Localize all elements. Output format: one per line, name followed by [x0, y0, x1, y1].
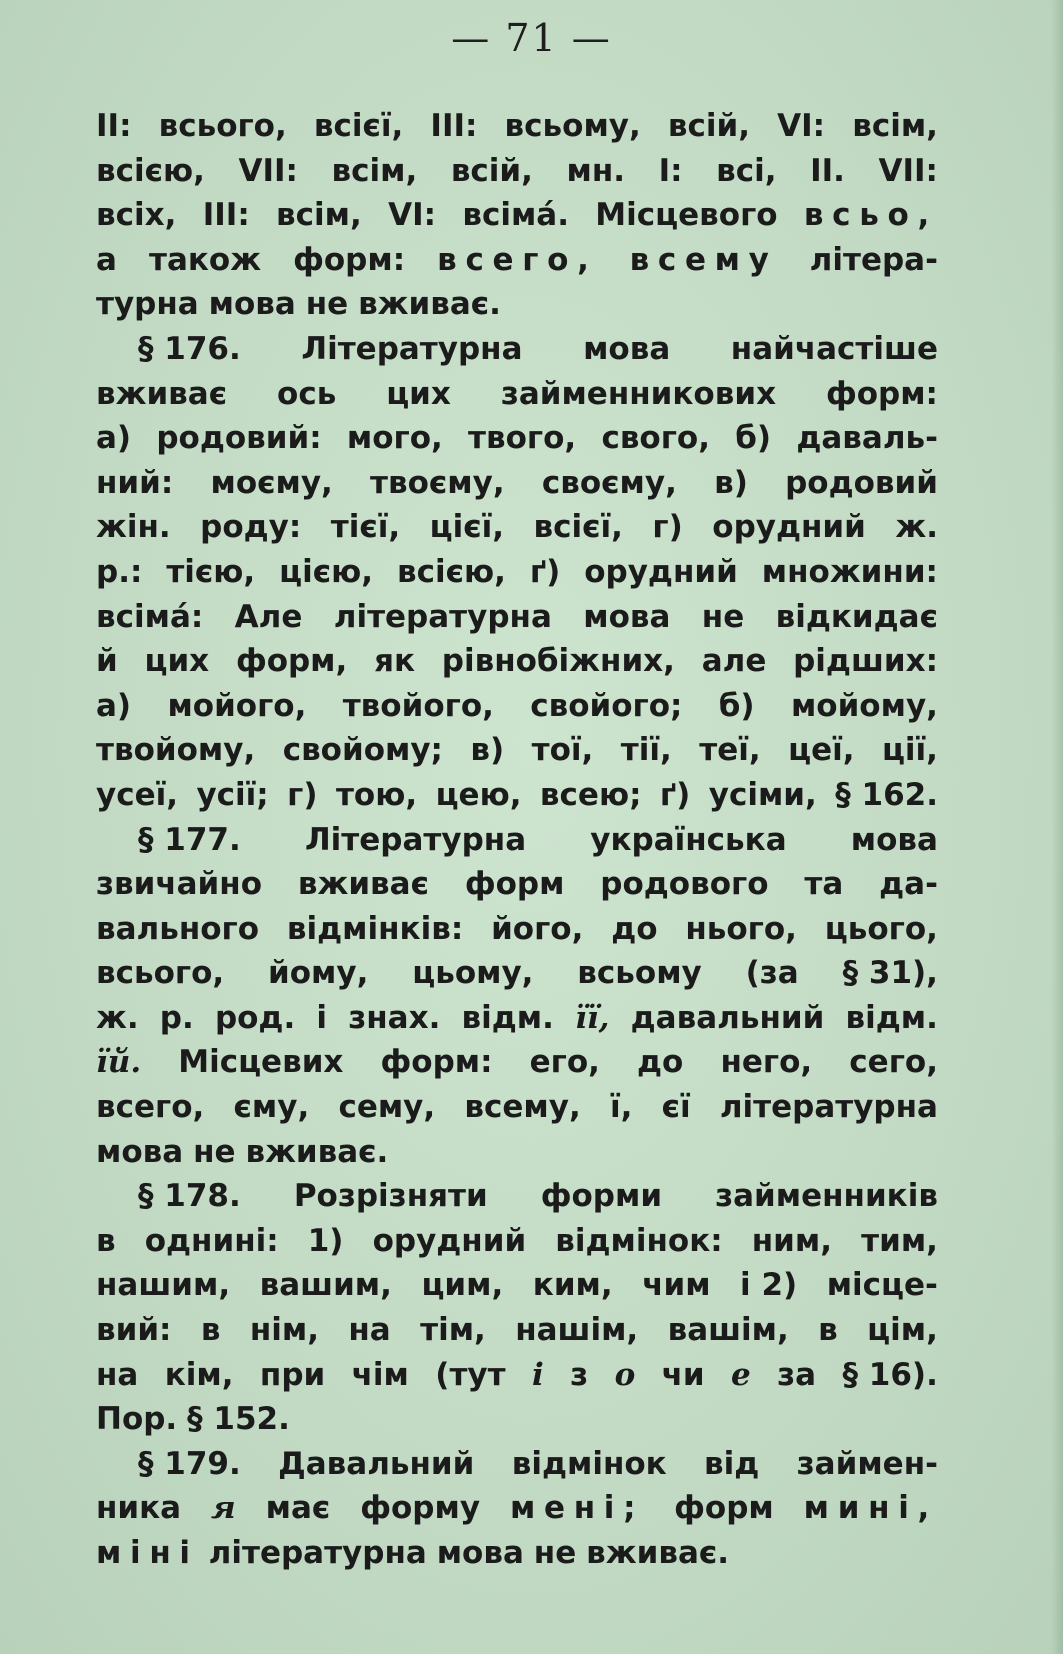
word: і	[316, 999, 328, 1036]
word: р.	[159, 999, 194, 1036]
word: него,	[720, 1044, 813, 1081]
text-line	[96, 684, 938, 729]
word: вашим,	[259, 1267, 392, 1304]
word: цим,	[421, 1267, 504, 1304]
text-line	[96, 372, 938, 417]
word: ким,	[532, 1267, 613, 1304]
word: мова	[583, 330, 671, 367]
word: роду:	[200, 509, 302, 546]
word: має	[265, 1490, 331, 1527]
word: теї,	[699, 732, 761, 769]
word: до	[611, 910, 658, 947]
word: о	[614, 1356, 636, 1393]
text-line	[96, 862, 938, 907]
word: займенникових	[500, 375, 777, 412]
word: всімá.	[462, 197, 569, 234]
word: нашім,	[515, 1312, 639, 1349]
text-line	[96, 595, 938, 640]
word: чи	[661, 1356, 705, 1393]
word: свого,	[601, 420, 710, 457]
word: Пор.	[96, 1401, 178, 1438]
word: всему,	[464, 1089, 581, 1126]
word: мн.	[566, 152, 626, 189]
word: займенників	[715, 1178, 938, 1215]
word: форм	[464, 866, 565, 903]
text-line	[96, 996, 938, 1041]
word: да-	[879, 866, 938, 903]
word: форм:	[293, 241, 406, 278]
word: в	[818, 1312, 838, 1349]
word: ника	[96, 1490, 182, 1527]
word: г)	[652, 509, 683, 546]
word: всьому	[577, 955, 702, 992]
word: б)	[735, 420, 772, 457]
word: вашім,	[667, 1312, 789, 1349]
word: усіми,	[708, 776, 817, 813]
text-line	[96, 1174, 938, 1219]
word: VI:	[388, 197, 437, 234]
word: мені;	[509, 1490, 645, 1527]
word: а	[96, 241, 117, 278]
word: чим	[642, 1267, 711, 1304]
word: тою,	[335, 776, 418, 813]
word: родового	[600, 866, 769, 903]
word: за	[777, 1356, 817, 1393]
word: відм.	[845, 999, 938, 1036]
text-line	[96, 1486, 938, 1531]
word: ним,	[751, 1222, 833, 1259]
word: мова	[96, 1133, 184, 1170]
text-line	[96, 550, 938, 595]
word: вий:	[96, 1312, 172, 1349]
word: цієї,	[429, 509, 505, 546]
word: турна	[96, 286, 199, 323]
word: даваль-	[796, 420, 938, 457]
word: род.	[214, 999, 296, 1036]
word: мойого,	[167, 687, 307, 724]
word: вживає	[96, 375, 228, 412]
word: відмінок	[511, 1445, 667, 1482]
word: тім,	[420, 1312, 486, 1349]
text-line	[96, 282, 938, 327]
word: § 152.	[187, 1401, 290, 1438]
word: всього,	[96, 955, 225, 992]
word: на	[96, 1356, 139, 1393]
word: форм:	[380, 1044, 493, 1081]
word: й	[96, 643, 118, 680]
word: орудний	[372, 1222, 527, 1259]
word: цім,	[867, 1312, 938, 1349]
word: не	[533, 1535, 577, 1571]
word: в	[200, 1312, 221, 1349]
word: 1)	[307, 1222, 344, 1259]
word: тим,	[861, 1222, 938, 1259]
word: всім,	[276, 197, 362, 234]
word: г)	[287, 776, 318, 813]
text-body	[96, 104, 938, 1576]
word: родовий	[785, 464, 938, 501]
word: цею,	[435, 776, 522, 813]
word: III:	[430, 108, 478, 144]
word: мова	[436, 1535, 524, 1571]
word: б)	[718, 687, 755, 724]
word: знах.	[348, 999, 441, 1036]
word: кім,	[164, 1356, 234, 1393]
word: твойого,	[342, 687, 494, 724]
word: вживає.	[245, 1133, 389, 1170]
word: та	[804, 866, 844, 903]
word: жін.	[96, 509, 171, 546]
word: вального	[96, 910, 260, 947]
word: в)	[470, 732, 505, 769]
word: всього,	[158, 108, 287, 144]
word: усії;	[196, 776, 269, 813]
word: відкидає	[775, 598, 938, 635]
word: нім,	[249, 1312, 320, 1349]
word: однині:	[144, 1222, 279, 1259]
word: форм	[674, 1490, 774, 1527]
word: ґ)	[529, 553, 561, 590]
word: всіх,	[96, 197, 177, 234]
word: не	[305, 286, 349, 323]
text-line	[96, 818, 938, 863]
text-line	[96, 1442, 938, 1487]
text-line	[96, 149, 938, 194]
word: ний:	[96, 464, 174, 501]
text-line	[96, 1353, 938, 1398]
word: всімá:	[96, 598, 204, 635]
text-line	[96, 773, 938, 818]
word: українська	[590, 821, 787, 858]
word: твойому,	[96, 732, 256, 769]
text-line	[96, 461, 938, 506]
word: в)	[714, 464, 748, 501]
word: всего,	[437, 241, 598, 278]
word: § 16).	[842, 1356, 938, 1393]
word: мині,	[803, 1490, 938, 1527]
word: вживає.	[358, 286, 501, 323]
word: рідших:	[793, 643, 938, 680]
page-edge-shadow	[1051, 0, 1063, 1654]
word: форм,	[235, 643, 348, 680]
word: Місцевого	[595, 197, 778, 234]
word: звичайно	[96, 866, 262, 903]
text-line	[96, 1219, 938, 1264]
text-line	[96, 238, 938, 283]
word: I:	[658, 152, 683, 189]
word: всьому,	[504, 108, 641, 144]
word: усеї,	[96, 776, 179, 813]
word: II:	[96, 108, 132, 144]
text-line	[96, 327, 938, 372]
text-line	[96, 1263, 938, 1308]
word: літера-	[809, 241, 938, 278]
word: своєму,	[541, 464, 677, 501]
word: множини:	[761, 553, 938, 590]
word: всі,	[716, 152, 777, 189]
word: ж.	[96, 999, 139, 1036]
word: всьо,	[803, 197, 938, 234]
word: III:	[202, 197, 250, 234]
word: всего,	[96, 1089, 205, 1126]
word: § 179.	[138, 1445, 241, 1482]
word: Літературна	[301, 330, 523, 367]
text-line	[96, 416, 938, 461]
word: Давальний	[278, 1445, 475, 1482]
word: і 2)	[740, 1267, 798, 1304]
word: VII:	[238, 152, 298, 189]
word: місце-	[826, 1267, 938, 1304]
word: тії,	[620, 732, 672, 769]
word: мого,	[346, 420, 443, 457]
word: ї,	[609, 1089, 633, 1126]
word: чім	[351, 1356, 409, 1393]
word: (за	[745, 955, 799, 992]
word: форми	[540, 1178, 663, 1215]
word: сему,	[338, 1089, 436, 1126]
word: ґ)	[659, 776, 691, 813]
word: ж.	[895, 509, 938, 546]
word: і	[531, 1356, 544, 1393]
word: ції,	[881, 732, 938, 769]
word: всією,	[96, 152, 205, 189]
word: але	[701, 643, 767, 680]
word: всією,	[397, 553, 506, 590]
word: відм.	[461, 999, 554, 1036]
word: я	[211, 1490, 236, 1527]
word: нього,	[685, 910, 797, 947]
word: VII:	[878, 152, 938, 189]
word: всім,	[852, 108, 938, 144]
word: (тут	[435, 1356, 506, 1393]
word: вживає	[297, 866, 429, 903]
word: мова	[208, 286, 296, 323]
text-line	[96, 1130, 938, 1175]
word: займен-	[796, 1445, 938, 1482]
word: єму,	[233, 1089, 310, 1126]
word: відмінків:	[286, 910, 464, 947]
text-line	[96, 104, 938, 149]
word: § 177.	[138, 821, 241, 858]
word: всієї,	[533, 509, 623, 546]
text-line	[96, 505, 938, 550]
word: мова	[583, 598, 671, 635]
text-line	[96, 1531, 938, 1576]
word: літературна	[719, 1089, 938, 1126]
text-line	[96, 639, 938, 684]
word: а)	[96, 420, 132, 457]
text-line	[96, 1308, 938, 1353]
word: цих	[386, 375, 451, 412]
text-line	[96, 193, 938, 238]
word: їй.	[96, 1044, 142, 1081]
text-line	[96, 728, 938, 773]
word: вживає.	[586, 1535, 730, 1571]
word: нашим,	[96, 1267, 231, 1304]
word: а)	[96, 687, 132, 724]
word: свойого;	[530, 687, 683, 724]
word: сего,	[849, 1044, 938, 1081]
word: тією,	[166, 553, 256, 590]
text-line	[96, 907, 938, 952]
word: мова	[850, 821, 938, 858]
word: VI:	[777, 108, 826, 144]
word: літературна	[333, 598, 552, 635]
word: § 31),	[842, 955, 938, 992]
word: всею;	[539, 776, 642, 813]
word: ось	[277, 375, 337, 412]
word: цією,	[279, 553, 374, 590]
word: не	[701, 598, 745, 635]
word: найчастіше	[730, 330, 938, 367]
word: всієї,	[313, 108, 404, 144]
word: Місцевих	[178, 1044, 344, 1081]
word: II.	[810, 152, 845, 189]
word: йому,	[268, 955, 369, 992]
word: з	[570, 1356, 589, 1393]
word: також	[148, 241, 262, 278]
word: Але	[234, 598, 303, 635]
word: її,	[575, 999, 610, 1036]
word: на	[348, 1312, 391, 1349]
word: цього,	[824, 910, 938, 947]
text-line	[96, 1397, 938, 1442]
text-line	[96, 1040, 938, 1085]
word: цих	[144, 643, 210, 680]
word: р.:	[96, 553, 143, 590]
page-number: — 71 —	[451, 16, 612, 60]
word: свойому;	[282, 732, 443, 769]
text-line	[96, 1085, 938, 1130]
word: давальний	[630, 999, 825, 1036]
word: § 178.	[138, 1178, 241, 1215]
word: Літературна	[304, 821, 527, 858]
word: як	[374, 643, 416, 680]
word: Розрізняти	[293, 1178, 488, 1215]
word: цеї,	[788, 732, 855, 769]
word: твого,	[468, 420, 577, 457]
word: літературна	[208, 1535, 427, 1571]
word: орудний	[712, 509, 866, 546]
word: § 162.	[835, 776, 938, 813]
word: мінi	[96, 1535, 199, 1571]
word: е	[731, 1356, 751, 1393]
word: єї	[661, 1089, 691, 1126]
word: всім,	[331, 152, 418, 189]
word: моєму,	[210, 464, 333, 501]
word: форм:	[825, 375, 938, 412]
word: при	[259, 1356, 326, 1393]
word: всему	[629, 241, 778, 278]
word: тієї,	[330, 509, 401, 546]
word: не	[193, 1133, 236, 1170]
word: всій,	[667, 108, 751, 144]
word: мойому,	[790, 687, 938, 724]
word: від	[704, 1445, 760, 1482]
word: твоєму,	[370, 464, 505, 501]
word: § 176.	[138, 330, 241, 367]
word: его,	[529, 1044, 600, 1081]
word: до	[637, 1044, 684, 1081]
text-line	[96, 951, 938, 996]
word: орудний	[584, 553, 738, 590]
word: цьому,	[412, 955, 534, 992]
word: відмінок:	[555, 1222, 723, 1259]
word: форму	[360, 1490, 481, 1527]
word: в	[96, 1222, 116, 1259]
word: тої,	[531, 732, 594, 769]
word: рівнобіжних,	[441, 643, 675, 680]
word: родовий:	[156, 420, 322, 457]
word: його,	[491, 910, 584, 947]
word: всій,	[450, 152, 533, 189]
